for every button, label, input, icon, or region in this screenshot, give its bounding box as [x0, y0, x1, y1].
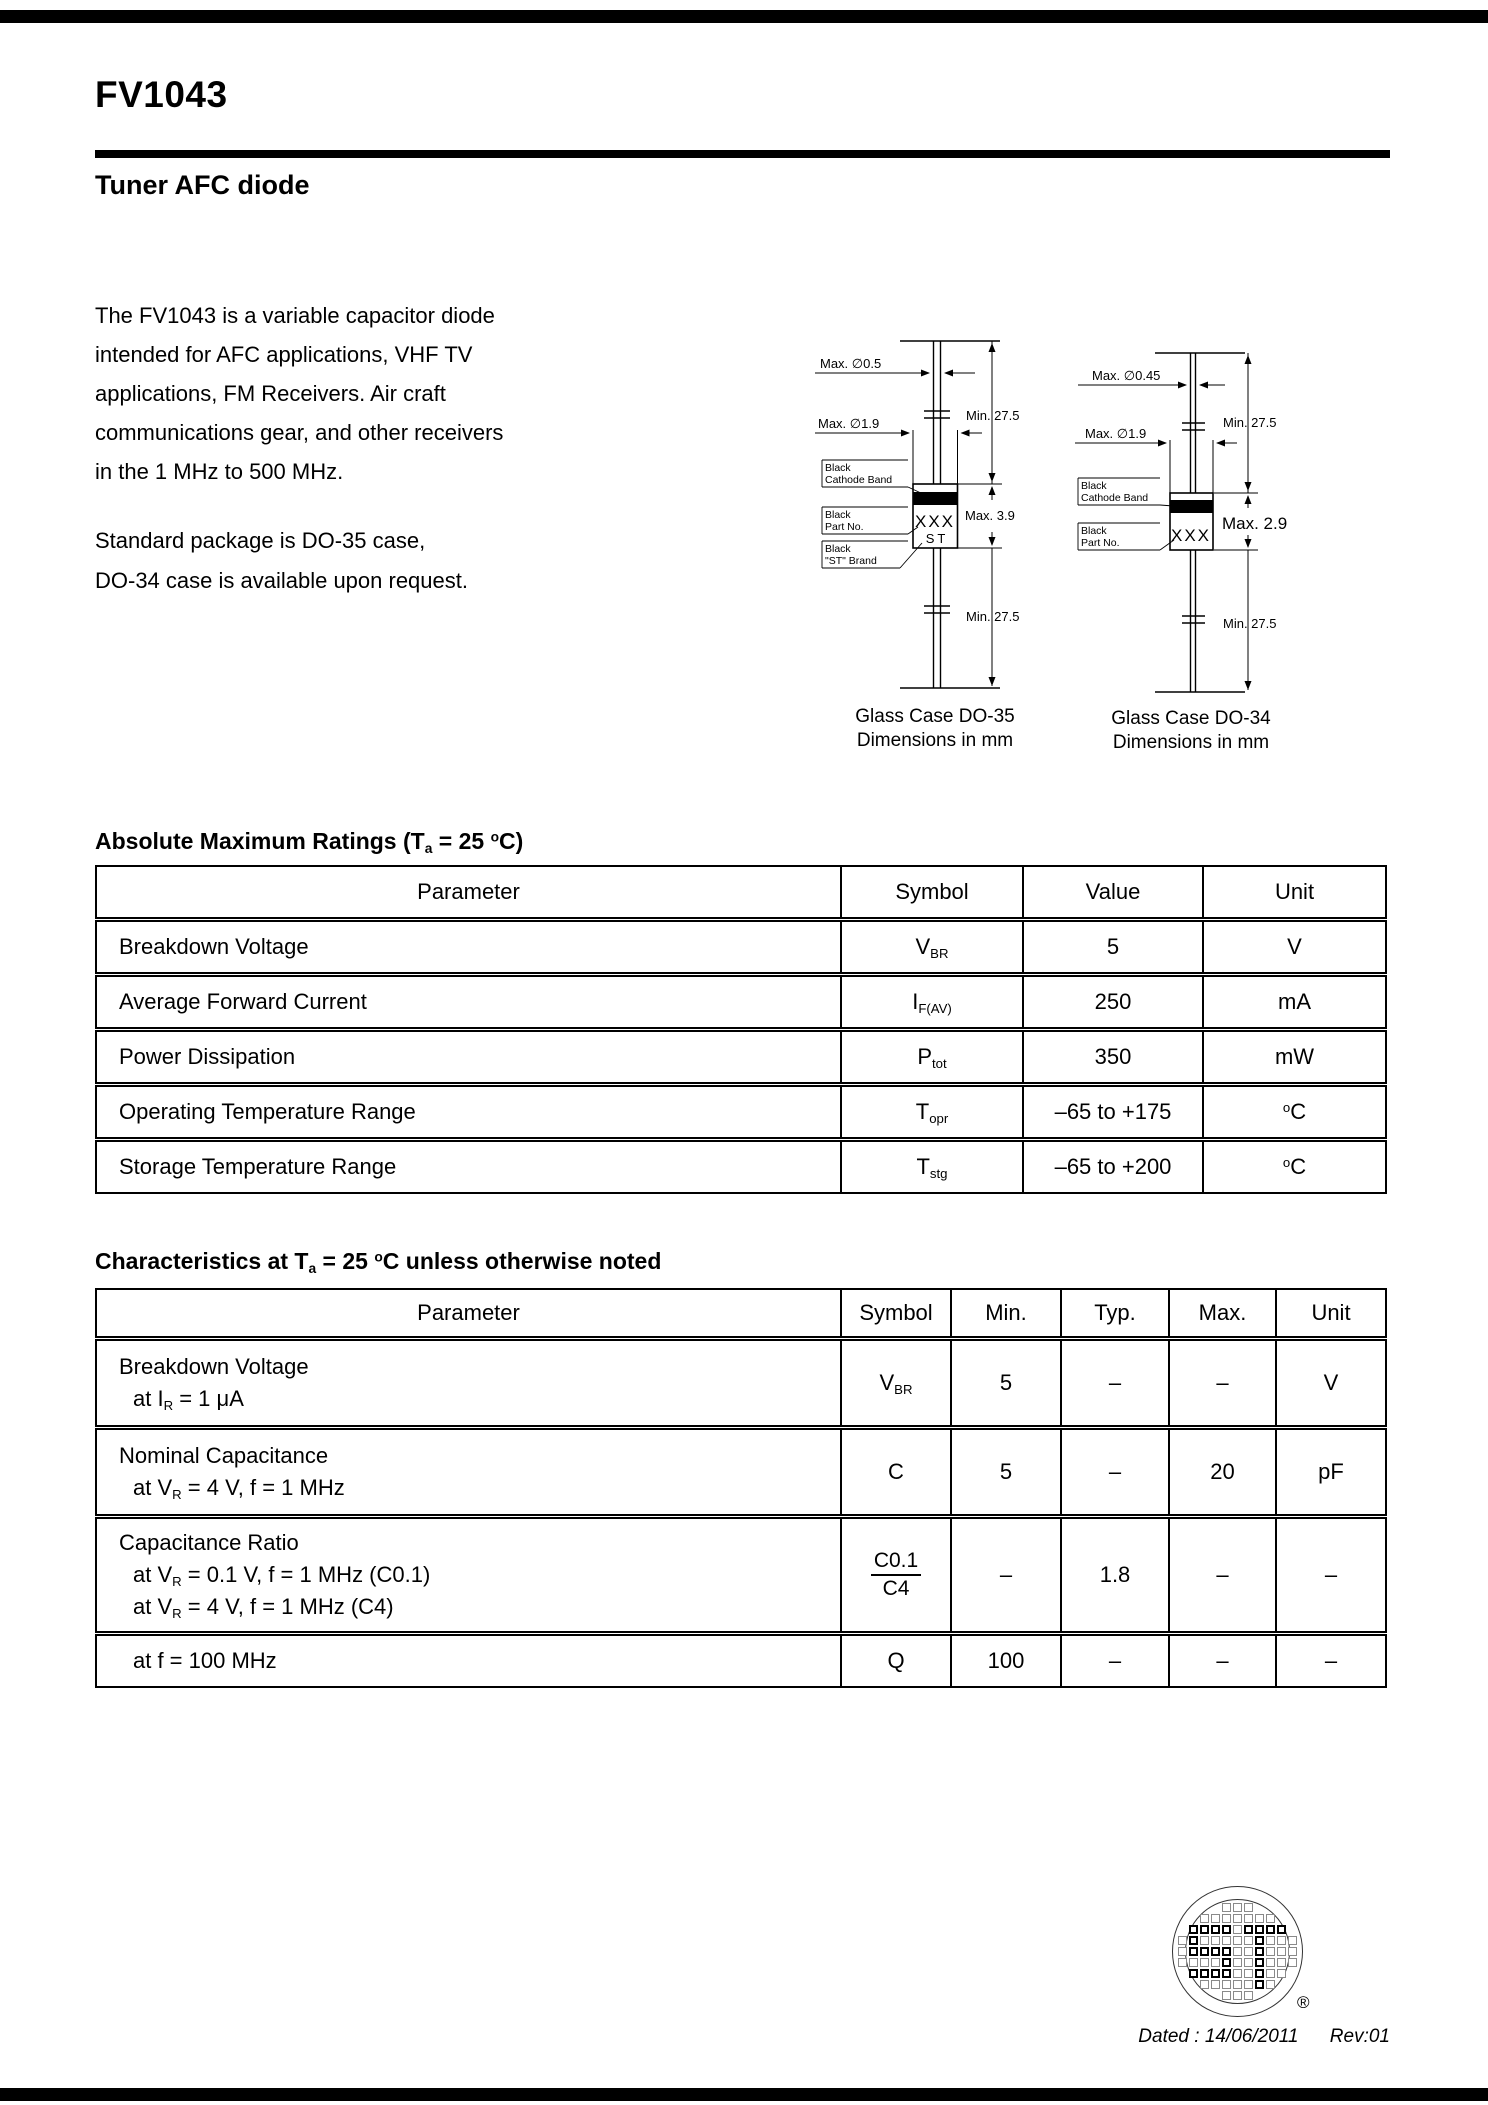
param-line: at f = 100 MHz [133, 1648, 277, 1674]
do35-caption-line2: Dimensions in mm [856, 730, 1014, 751]
logo-square [1233, 1980, 1242, 1989]
logo-square [1255, 1936, 1264, 1945]
logo-square [1233, 1936, 1242, 1945]
do34-caption-line1: Glass Case DO-34 [1111, 708, 1271, 729]
availability-line: Standard package is DO-35 case, [95, 528, 426, 553]
logo-square [1277, 1936, 1286, 1945]
amr-value: 250 [1023, 975, 1203, 1030]
chars-min: – [951, 1517, 1061, 1634]
logo-square [1233, 1947, 1242, 1956]
chars-symbol: C [841, 1428, 951, 1517]
part-number-title: FV1043 [95, 74, 228, 115]
description-paragraph [95, 296, 503, 491]
chars-max: – [1169, 1517, 1276, 1634]
logo-square [1266, 1958, 1275, 1967]
table-row [96, 1339, 1386, 1428]
param-line: Breakdown Voltage [119, 1354, 309, 1379]
package-drawing-do35 [770, 330, 1060, 780]
do35-label-part-line1: Black [825, 509, 851, 521]
do34-dim-body-diameter: Max. ∅1.9 [1085, 426, 1147, 441]
amr-col-value: Value [1023, 866, 1203, 920]
do35-caption-line1: Glass Case DO-35 [855, 706, 1015, 727]
title-rule [95, 150, 1390, 158]
table-row [96, 920, 1386, 975]
logo-square [1233, 1925, 1242, 1934]
logo-square [1222, 1958, 1231, 1967]
logo-square [1233, 1969, 1242, 1978]
chars-param [96, 1517, 841, 1634]
do34-dim-body-length: Max. 2.9 [1222, 514, 1288, 533]
logo-square [1255, 1925, 1264, 1934]
amr-param: Storage Temperature Range [96, 1140, 841, 1194]
characteristics-section-heading: Characteristics at $T_a = 25$ $^o$C unless otherwise noted [95, 1248, 662, 1277]
device-subtitle: Tuner AFC diode [95, 170, 310, 200]
logo-square [1211, 1969, 1220, 1978]
chars-max: 20 [1169, 1428, 1276, 1517]
logo-square [1255, 1947, 1264, 1956]
logo-square [1200, 1925, 1209, 1934]
amr-col-parameter: Parameter [96, 866, 841, 920]
chars-unit: – [1276, 1517, 1386, 1634]
chars-min: 5 [951, 1428, 1061, 1517]
amr-unit: $^o$C [1203, 1085, 1386, 1140]
amr-unit: mW [1203, 1030, 1386, 1085]
table-row [96, 1085, 1386, 1140]
amr-symbol: $P_{tot}$ [841, 1030, 1023, 1085]
do35-body-brand: ST [925, 531, 949, 546]
do35-label-brand-line1: Black [825, 543, 851, 555]
logo-square [1189, 1925, 1198, 1934]
table-row [96, 1140, 1386, 1194]
chars-param [96, 1634, 841, 1688]
logo-square [1200, 1914, 1209, 1923]
registered-trademark-symbol: ® [1297, 1993, 1310, 2012]
param-line: Capacitance Ratio [119, 1529, 299, 1555]
chars-min: 5 [951, 1339, 1061, 1428]
chars-max: – [1169, 1634, 1276, 1688]
chars-unit: V [1276, 1339, 1386, 1428]
logo-square [1222, 1991, 1231, 2000]
logo-square [1244, 1947, 1253, 1956]
chars-col-unit: Unit [1276, 1289, 1386, 1339]
logo-square [1233, 1914, 1242, 1923]
logo-square [1189, 1969, 1198, 1978]
logo-square [1255, 1969, 1264, 1978]
logo-square [1222, 1969, 1231, 1978]
chars-unit: – [1276, 1634, 1386, 1688]
amr-table [95, 865, 1387, 1194]
amr-param: Average Forward Current [96, 975, 841, 1030]
param-condition: at $V_R = 0.1$ V, f = 1 MHz (C0.1) [133, 1561, 431, 1589]
chars-typ: – [1061, 1339, 1169, 1428]
chars-symbol: $V_{BR}$ [841, 1339, 951, 1428]
do34-label-band-line1: Black [1081, 480, 1107, 492]
do35-dim-lead-diameter: Max. ∅0.5 [820, 356, 882, 371]
logo-square [1222, 1980, 1231, 1989]
chars-min: 100 [951, 1634, 1061, 1688]
amr-symbol: $V_{BR}$ [841, 920, 1023, 975]
logo-square [1244, 1925, 1253, 1934]
logo-square [1200, 1980, 1209, 1989]
amr-col-symbol: Symbol [841, 866, 1023, 920]
chars-param [96, 1339, 841, 1428]
logo-square [1244, 1958, 1253, 1967]
characteristics-table [95, 1288, 1387, 1688]
logo-square [1266, 1914, 1275, 1923]
do35-dim-lead-length-bottom: Min. 27.5 [966, 609, 1020, 624]
do34-label-part-line1: Black [1081, 525, 1107, 537]
logo-square [1233, 1958, 1242, 1967]
do35-label-part-line2: Part No. [825, 521, 864, 533]
param-condition: at $V_R = 4$ V, f = 1 MHz (C4) [133, 1593, 394, 1621]
logo-square [1233, 1903, 1242, 1912]
fraction-denominator: C4 [882, 1577, 910, 1600]
logo-square [1178, 1958, 1187, 1967]
chars-unit: pF [1276, 1428, 1386, 1517]
logo-square [1233, 1991, 1242, 2000]
logo-square [1222, 1925, 1231, 1934]
chars-typ: 1.8 [1061, 1517, 1169, 1634]
table-row [96, 1428, 1386, 1517]
logo-square [1288, 1936, 1297, 1945]
capacitance-ratio-fraction [871, 1549, 921, 1601]
description-line: applications, FM Receivers. Air craft [95, 381, 446, 406]
logo-square [1189, 1936, 1198, 1945]
logo-square [1288, 1947, 1297, 1956]
logo-square [1266, 1980, 1275, 1989]
bottom-edge-bar [0, 2088, 1488, 2101]
logo-square [1244, 1914, 1253, 1923]
logo-square [1211, 1914, 1220, 1923]
do34-label-part-line2: Part No. [1081, 537, 1120, 549]
top-edge-bar [0, 10, 1488, 23]
description-line: in the 1 MHz to 500 MHz. [95, 459, 344, 484]
logo-square [1277, 1958, 1286, 1967]
revision-line [990, 2026, 1390, 2048]
amr-value: 350 [1023, 1030, 1203, 1085]
description-line: communications gear, and other receivers [95, 420, 504, 445]
amr-col-unit: Unit [1203, 866, 1386, 920]
amr-value: 5 [1023, 920, 1203, 975]
param-line: Nominal Capacitance [119, 1443, 329, 1468]
amr-value: –65 to +200 [1023, 1140, 1203, 1194]
description-line: intended for AFC applications, VHF TV [95, 342, 473, 367]
chars-typ: – [1061, 1634, 1169, 1688]
amr-symbol: $T_{opr}$ [841, 1085, 1023, 1140]
description-line: The FV1043 is a variable capacitor diode [95, 303, 495, 328]
logo-square [1178, 1936, 1187, 1945]
logo-square [1244, 1980, 1253, 1989]
amr-param: Power Dissipation [96, 1030, 841, 1085]
table-row [96, 975, 1386, 1030]
amr-unit: $^o$C [1203, 1140, 1386, 1194]
logo-square [1244, 1936, 1253, 1945]
logo-square [1244, 1969, 1253, 1978]
logo-square [1277, 1969, 1286, 1978]
logo-square [1222, 1903, 1231, 1912]
logo-square [1244, 1903, 1253, 1912]
dated-text: Dated : 14/06/2011 [1138, 2026, 1299, 2047]
logo-square [1211, 1936, 1220, 1945]
logo-square [1255, 1914, 1264, 1923]
chars-col-min: Min. [951, 1289, 1061, 1339]
chars-max: – [1169, 1339, 1276, 1428]
logo-square [1178, 1947, 1187, 1956]
logo-square [1266, 1969, 1275, 1978]
logo-square [1255, 1980, 1264, 1989]
do35-dim-body-length: Max. 3.9 [965, 508, 1015, 523]
do35-dim-body-diameter: Max. ∅1.9 [818, 416, 880, 431]
do35-dim-lead-length-top: Min. 27.5 [966, 408, 1020, 423]
availability-paragraph [95, 521, 468, 601]
revision-text: Rev:01 [1329, 2026, 1390, 2047]
amr-param: Breakdown Voltage [96, 920, 841, 975]
do35-cathode-band [913, 492, 958, 505]
st-logo [1172, 1886, 1304, 2018]
chars-col-parameter: Parameter [96, 1289, 841, 1339]
logo-square [1211, 1958, 1220, 1967]
logo-square [1200, 1947, 1209, 1956]
availability-line: DO-34 case is available upon request. [95, 568, 468, 593]
do34-label-band-line2: Cathode Band [1081, 492, 1149, 504]
do34-dim-lead-length-bottom: Min. 27.5 [1223, 616, 1277, 631]
logo-square [1189, 1947, 1198, 1956]
chars-col-typ: Typ. [1061, 1289, 1169, 1339]
do34-dim-lead-length-top: Min. 27.5 [1223, 415, 1277, 430]
logo-square [1200, 1958, 1209, 1967]
chars-symbol: Q [841, 1634, 951, 1688]
logo-square [1200, 1936, 1209, 1945]
logo-square [1277, 1925, 1286, 1934]
chars-typ: – [1061, 1428, 1169, 1517]
logo-square [1266, 1947, 1275, 1956]
logo-square [1189, 1958, 1198, 1967]
do34-caption-line2: Dimensions in mm [1112, 732, 1270, 753]
do35-label-band-line2: Cathode Band [825, 474, 893, 486]
table-row [96, 1517, 1386, 1634]
do34-dim-lead-diameter: Max. ∅0.45 [1092, 368, 1161, 383]
logo-square [1222, 1947, 1231, 1956]
chars-symbol-ratio [841, 1517, 951, 1634]
amr-unit: mA [1203, 975, 1386, 1030]
do35-body-marking: XXX [914, 512, 956, 531]
table-row [96, 1030, 1386, 1085]
param-condition: at $V_R = 4$ V, f = 1 MHz [133, 1474, 345, 1502]
param-condition: at $I_R = 1$ μA [133, 1385, 244, 1413]
logo-square [1266, 1925, 1275, 1934]
chars-col-symbol: Symbol [841, 1289, 951, 1339]
amr-param: Operating Temperature Range [96, 1085, 841, 1140]
logo-square [1222, 1936, 1231, 1945]
logo-square [1211, 1947, 1220, 1956]
logo-square [1211, 1925, 1220, 1934]
amr-value: –65 to +175 [1023, 1085, 1203, 1140]
logo-square [1222, 1914, 1231, 1923]
amr-symbol: $T_{stg}$ [841, 1140, 1023, 1194]
do35-label-band-line1: Black [825, 462, 851, 474]
characteristics-header-row [96, 1289, 1386, 1339]
chars-col-max: Max. [1169, 1289, 1276, 1339]
logo-square [1266, 1936, 1275, 1945]
table-row [96, 1634, 1386, 1688]
package-drawing-do34 [1040, 330, 1340, 780]
amr-section-heading: Absolute Maximum Ratings ($T_a = 25$ $^o$C) [95, 828, 524, 857]
logo-square [1200, 1969, 1209, 1978]
chars-param [96, 1428, 841, 1517]
logo-square [1211, 1980, 1220, 1989]
fraction-numerator: C0.1 [871, 1549, 921, 1576]
do34-body-marking: XXX [1170, 526, 1212, 545]
logo-square [1277, 1947, 1286, 1956]
do35-label-brand-line2: "ST" Brand [825, 555, 877, 567]
logo-square [1244, 1991, 1253, 2000]
amr-symbol: $I_{F(AV)}$ [841, 975, 1023, 1030]
st-logo-squares-grid [1178, 1903, 1299, 2002]
amr-unit: V [1203, 920, 1386, 975]
logo-square [1288, 1958, 1297, 1967]
amr-header-row [96, 866, 1386, 920]
logo-square [1255, 1958, 1264, 1967]
